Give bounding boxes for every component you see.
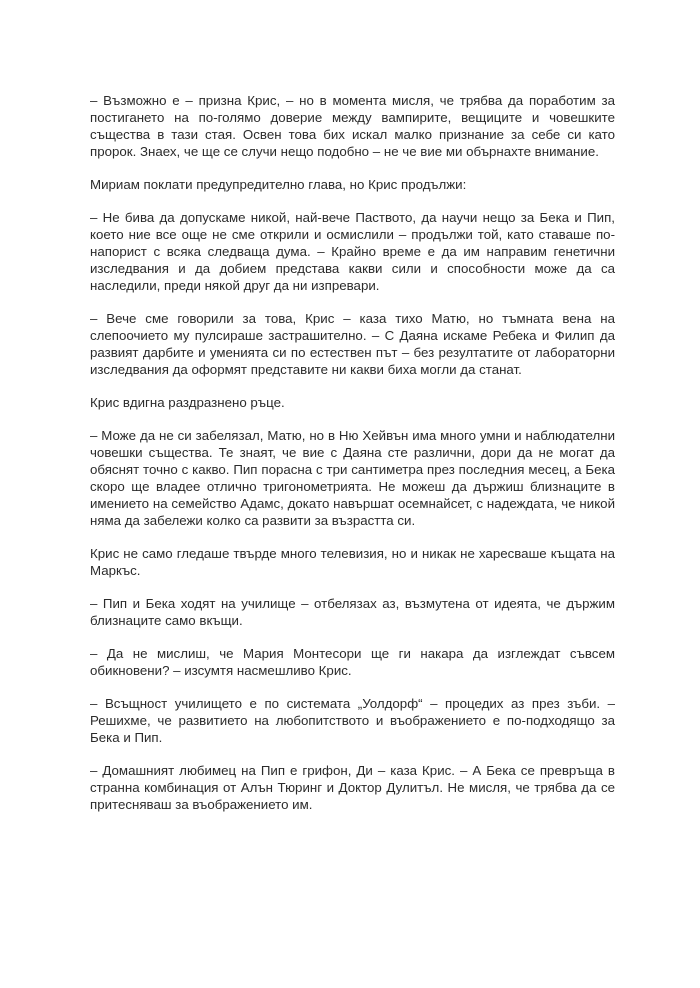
- paragraph-8: – Пип и Бека ходят на училище – отбелязах аз, възмутена от идеята, че държим близнаците само вкъщи.: [90, 596, 615, 628]
- paragraph-4: – Вече сме говорили за това, Крис – каза тихо Матю, но тъмната вена на слепоочието му пулсираше застрашително. – С Даяна искаме Ребека и Филип да развият дарбите и уменията си по естествен път – без резултатите от лабораторни изследвания да оформят представите ни какви биха могли да станат.: [90, 311, 615, 377]
- document-body: [90, 92, 615, 829]
- paragraph-6: – Може да не си забелязал, Матю, но в Ню Хейвън има много умни и наблюдателни човешки същества. Те знаят, че вие с Даяна сте различни, дори да не могат да обяснят точно с какво. Пип порасна с три сантиметра през последния месец, а Бека скоро ще владее отлично тригонометрията. Не можеш да държиш близнаците в имението на семейство Адамс, докато навършат осемнайсет, с надеждата, че никой няма да забележи колко са развити за възрастта си.: [90, 428, 615, 528]
- paragraph-7: Крис не само гледаше твърде много телевизия, но и никак не харесваше къщата на Маркъс.: [90, 546, 615, 578]
- paragraph-11: – Домашният любимец на Пип е грифон, Ди – каза Крис. – А Бека се превръща в странна комбинация от Алън Тюринг и Доктор Дулитъл. Не мисля, че трябва да се притесняваш за въображението им.: [90, 763, 615, 812]
- paragraph-3: – Не бива да допускаме никой, най-вече Паството, да научи нещо за Бека и Пип, което ние все още не сме открили и осмислили – продължи той, като ставаше по-напорист с всяка следваща дума. – Крайно време е да им направим генетични изследвания и да добием представа какви сили и способности може да са наследили, преди някой друг да ни изпревари.: [90, 210, 615, 293]
- paragraph-1: – Възможно е – призна Крис, – но в момента мисля, че трябва да поработим за постигането на по-голямо доверие между вампирите, вещиците и човешките същества в тази стая. Освен това бих искал малко признание за себе си като пророк. Знаех, че ще се случи нещо подобно – не че вие ми обърнахте внимание.: [90, 93, 615, 159]
- paragraph-9: – Да не мислиш, че Мария Монтесори ще ги накара да изглеждат съвсем обикновени? – изсумтя насмешливо Крис.: [90, 646, 615, 678]
- paragraph-10: – Всъщност училището е по системата „Уолдорф“ – процедих аз през зъби. – Решихме, че развитието на любопитството и въображението е по-подходящо за Бека и Пип.: [90, 696, 615, 745]
- paragraph-5: Крис вдигна раздразнено ръце.: [90, 395, 285, 410]
- paragraph-2: Мириам поклати предупредително глава, но Крис продължи:: [90, 177, 467, 192]
